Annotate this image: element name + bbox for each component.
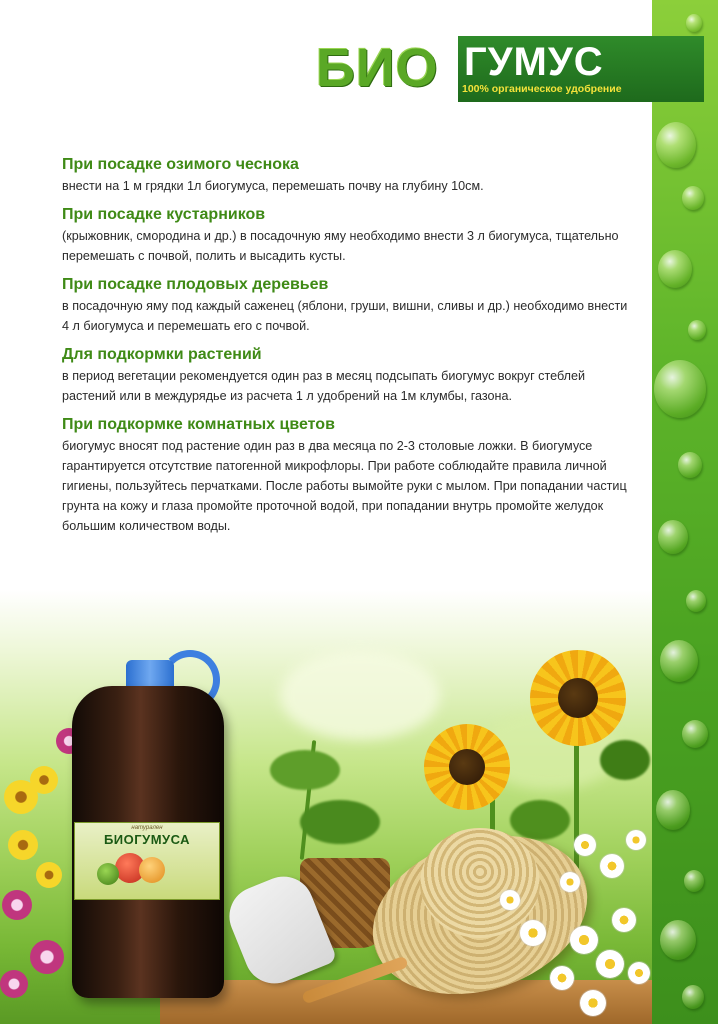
yellow-flower [36,862,62,888]
daisy-flower [580,990,606,1016]
bottle-label [74,822,220,900]
sunflower-center [449,749,485,785]
section-indoor-flowers [62,414,632,536]
water-drop-icon [682,186,704,210]
section-shrubs [62,204,632,266]
daisy-flower [626,830,646,850]
daisy-flower [500,890,520,910]
pink-flower [2,890,32,920]
seedling-leaves [300,800,380,844]
pink-flower [0,970,28,998]
light-blur [280,650,440,740]
bottle-label-name: БИОГУМУСА [103,832,191,847]
water-drop-icon [660,920,696,960]
straw-hat-crown [420,828,540,938]
water-drop-icon [654,360,706,418]
garden-illustration [0,590,652,1024]
instructions-text [62,154,632,544]
section-plant-feeding [62,344,632,406]
section-text: (крыжовник, смородина и др.) в посадочную яму необходимо внести 3 л биогумуса, тщательно перемешать с почвой, полить и высадить кусты. [62,229,619,263]
water-drop-icon [656,790,690,830]
daisy-flower [550,966,574,990]
logo-green-box [458,36,704,102]
daisy-flower [560,872,580,892]
section-title: При посадке озимого чеснока [62,156,299,173]
section-title: При посадке плодовых деревьев [62,276,329,293]
daisy-flower [596,950,624,978]
daisy-flower [612,908,636,932]
yellow-flower [8,830,38,860]
water-drop-icon [682,720,708,748]
section-title: При посадке кустарников [62,206,266,223]
daisy-flower [574,834,596,856]
bottle-label-brand: натурален [131,825,163,831]
section-text: внести на 1 м грядки 1л биогумуса, перемешать почву на глубину 10см. [62,179,484,193]
section-title: При подкормке комнатных цветов [62,416,335,433]
section-text: биогумус вносят под растение один раз в два месяца по 2-3 столовые ложки. В биогумусе гарантируется отсутствие патогенной микрофлоры. При работе соблюдайте правила личной гигиены, пользуйтесь перчатками. После работы вымойте руки с мылом. При попадании частиц грунта на кожу и глаза промойте проточной водой, при попадании внутрь промойте желудок большим количеством воды. [62,439,627,533]
water-drop-icon [686,590,706,612]
water-drop-icon [660,640,698,682]
seedling-leaves [270,750,340,790]
section-fruit-trees [62,274,632,336]
daisy-flower [570,926,598,954]
daisy-flower [600,854,624,878]
yellow-flower [30,766,58,794]
section-winter-garlic [62,154,632,196]
vegetable-image [139,857,165,883]
water-drop-icon [656,122,696,168]
water-drop-icon [658,520,688,554]
wooden-table [160,980,652,1024]
logo-bio-text: БИО [316,38,439,98]
daisy-flower [628,962,650,984]
sunflower-leaf [510,800,570,840]
water-drop-icon [658,250,692,288]
water-drop-icon [682,985,704,1009]
vegetable-image [97,863,119,885]
logo-gumus-text: ГУМУС [464,40,604,84]
water-drop-icon [688,320,706,340]
daisy-flower [520,920,546,946]
biogumus-logo [316,36,704,102]
logo-tagline: 100% органическое удобрение [462,83,622,95]
water-drop-icon [686,14,702,32]
sunflower-center [558,678,598,718]
water-drop-icon [684,870,704,892]
green-droplet-stripe [652,0,718,1024]
section-title: Для подкормки растений [62,346,262,363]
water-drop-icon [678,452,702,478]
section-text: в период вегетации рекомендуется один раз в месяц подсыпать биогумус вокруг стеблей растений или в междурядье из расчета 1 л удобрений на 1м клумбы, газона. [62,369,585,403]
section-text: в посадочную яму под каждый саженец (яблони, груши, вишни, сливы и др.) необходимо внести 4 л биогумуса и перемешать его с почвой. [62,299,628,333]
pink-flower [30,940,64,974]
sunflower-leaf [600,740,650,780]
